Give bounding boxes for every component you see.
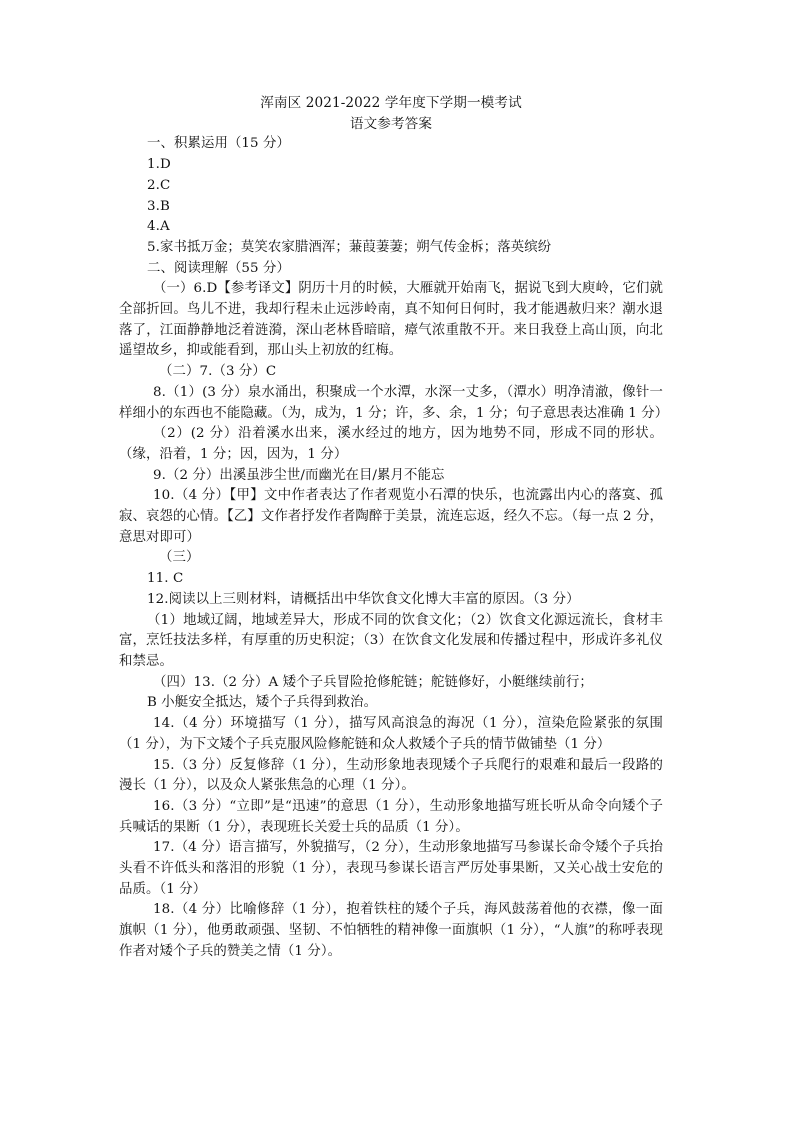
answer-5: 5.家书抵万金；莫笑农家腊酒浑；蒹葭萋萋；朔气传金柝；落英缤纷 xyxy=(147,239,552,255)
answer-6-translation: （一）6.D【参考译文】阴历十月的时候，大雁就开始南飞，据说飞到大庾岭，它们就全部折回。鸟儿不进，我却行程未止远涉岭南，真不知何日何时，我才能遇赦归来？潮水退落了，江面静静地泛着涟漪，深山老林昏暗暗，瘴气浓重散不开。来日我登上高山顶，向北遥望故乡，抑或能看到，那山头上初放的红梅。 xyxy=(119,281,663,359)
answer-11: 11. C xyxy=(147,571,184,587)
answer-18: 18.（4 分）比喻修辞（1 分），抱着铁柱的矮个子兵，海风鼓荡着他的衣襟，像一面旗帜（1 分），他勇敢顽强、坚韧、不怕牺牲的精神像一面旗帜（1 分），“人旗”的称呼表现作者对矮个子兵的赞美之情（1 分）。 xyxy=(119,902,663,959)
answer-13-b: B 小艇安全抵达，矮个子兵得到救治。 xyxy=(147,695,378,711)
answer-14: 14.（4 分）环境描写（1 分），描写风高浪急的海况（1 分），渲染危险紧张的氛围（1 分），为下文矮个子兵克服风险修舵链和众人救矮个子兵的情节做铺垫（1 分） xyxy=(119,716,663,752)
section-heading-accumulation: 一、积累运用（15 分） xyxy=(147,136,291,152)
answer-15: 15.（3 分）反复修辞（1 分），生动形象地表现矮个子兵爬行的艰难和最后一段路的漫长（1 分），以及众人紧张焦急的心理（1 分）。 xyxy=(119,757,663,794)
answer-8-1: 8.（1）(3 分）泉水涌出，积聚成一个水潭，水深一丈多，（潭水）明净清澈，像针一样细小的东西也不能隐藏。（为，成为，1 分；许，多、余，1 分；句子意思表达准确 1 分） xyxy=(119,384,669,421)
answer-8-2: （2）(2 分）沿着溪水出来，溪水经过的地方，因为地势不同，形成不同的形状。（缘，沿着，1 分；因，因为，1 分） xyxy=(119,426,663,462)
answer-9: 9.（2 分）出溪虽涉尘世/而幽光在目/累月不能忘 xyxy=(153,467,445,483)
document-title: 浑南区 2021-2022 学年度下学期一模考试 xyxy=(260,95,522,111)
answer-1: 1.D xyxy=(147,157,171,173)
answer-12-question: 12.阅读以上三则材料，请概括出中华饮食文化博大丰富的原因。（3 分） xyxy=(147,591,580,607)
answer-17: 17.（4 分）语言描写，外貌描写，（2 分），生动形象地描写马参谋长命令矮个子兵抬头看不许低头和落泪的形貌（1 分），表现马参谋长语言严厉处事果断，又关心战士安危的品质。（1 分） xyxy=(119,840,663,897)
answer-13-a: （四）13.（2 分）A 矮个子兵冒险抢修舵链；舵链修好，小艇继续前行； xyxy=(153,674,593,690)
document-body xyxy=(119,93,669,963)
answer-16: 16.（3 分）“立即”是“迅速”的意思（1 分），生动形象地描写班长听从命令向矮个子兵喊话的果断（1 分），表现班长关爱士兵的品质（1 分）。 xyxy=(119,798,663,835)
answer-2: 2.C xyxy=(147,177,171,193)
section-heading-reading: 二、阅读理解（55 分） xyxy=(147,260,291,276)
answer-4: 4.A xyxy=(147,219,170,235)
answer-7: （二）7.（3 分）C xyxy=(159,364,277,380)
answer-3: 3.B xyxy=(147,198,170,214)
answer-12: （1）地域辽阔，地域差异大，形成不同的饮食文化；（2）饮食文化源远流长，食材丰富，烹饪技法多样，有厚重的历史积淀；（3）在饮食文化发展和传播过程中，形成许多礼仪和禁忌。 xyxy=(119,612,663,669)
part-3-heading: （三） xyxy=(159,550,200,566)
answer-10: 10.（4 分）【甲】文中作者表达了作者观览小石潭的快乐，也流露出内心的落寞、孤寂、哀怨的心情。【乙】文作者抒发作者陶醉于美景，流连忘返，经久不忘。（每一点 2 分，意思对即可） xyxy=(119,488,663,545)
document-subtitle: 语文参考答案 xyxy=(349,115,433,132)
